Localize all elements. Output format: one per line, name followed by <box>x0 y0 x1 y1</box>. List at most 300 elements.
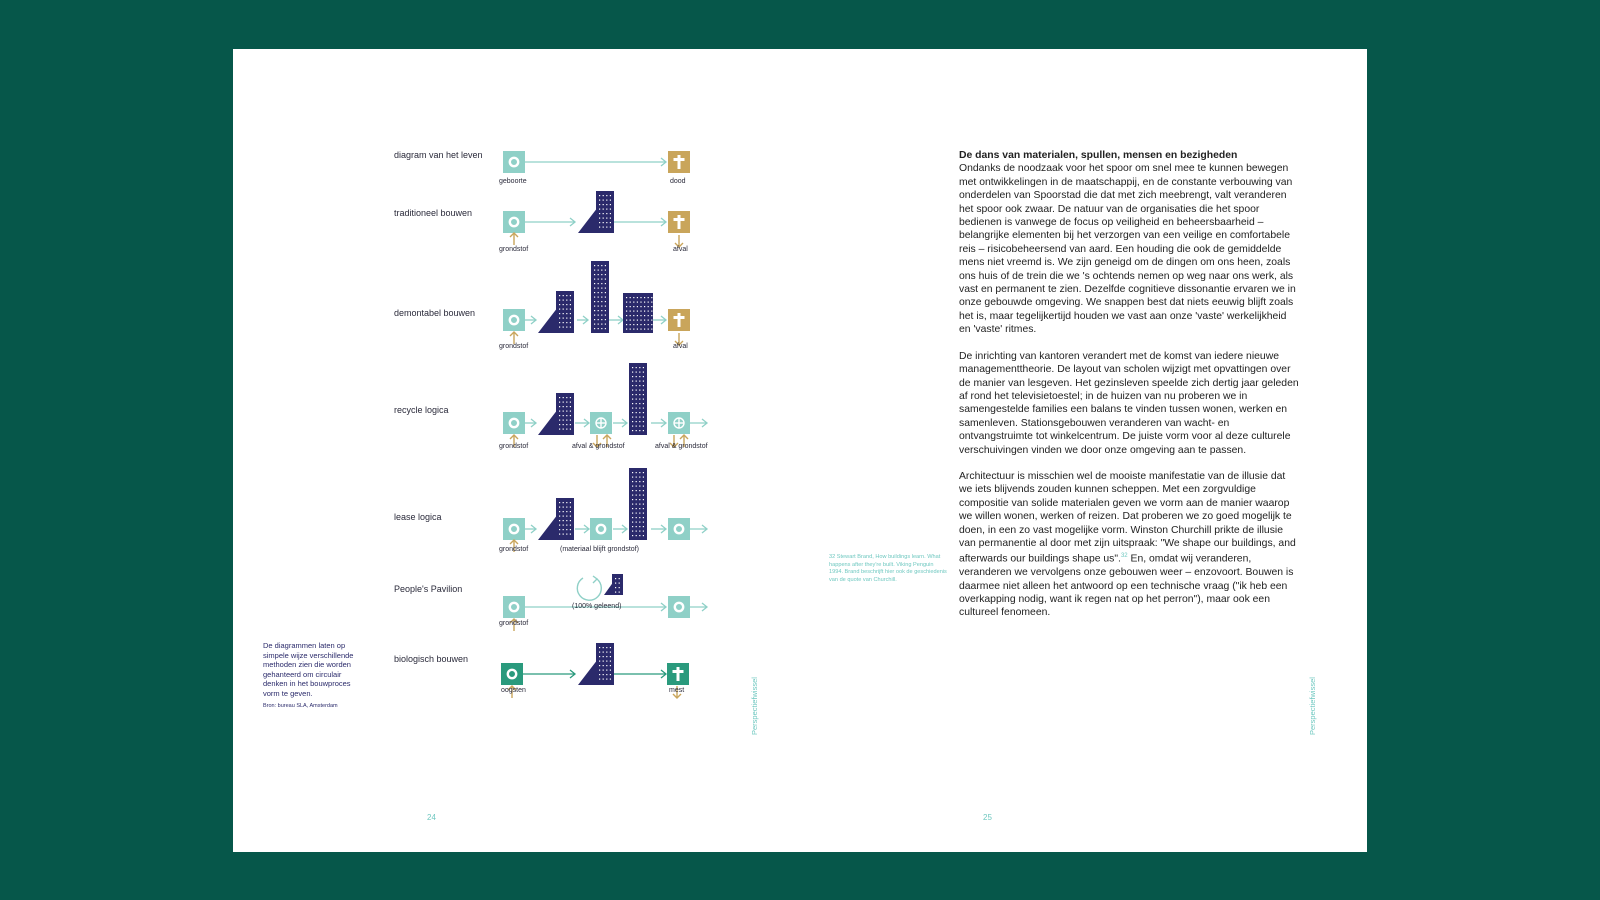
window-dot <box>637 306 638 307</box>
window-dot <box>648 311 649 312</box>
window-dot <box>570 313 571 314</box>
building-icon <box>623 293 653 333</box>
window-dot <box>636 399 637 400</box>
window-dot <box>598 328 599 329</box>
window-dot <box>636 472 637 473</box>
window-dot <box>639 399 640 400</box>
window-dot <box>570 300 571 301</box>
window-dot <box>563 406 564 407</box>
window-dot <box>643 513 644 514</box>
window-dot <box>636 372 637 373</box>
window-dot <box>566 429 567 430</box>
window-dot <box>610 647 611 648</box>
window-dot <box>639 412 640 413</box>
window-dot <box>632 517 633 518</box>
window-dot <box>566 295 567 296</box>
window-dot <box>563 300 564 301</box>
window-dot <box>632 390 633 391</box>
window-dot <box>563 304 564 305</box>
window-dot <box>626 306 627 307</box>
window-dot <box>636 390 637 391</box>
start-node-icon <box>590 518 612 540</box>
window-dot <box>633 329 634 330</box>
label-waste: afval <box>673 343 688 350</box>
cross-symbol <box>673 670 684 673</box>
window-dot <box>639 372 640 373</box>
window-dot <box>559 406 560 407</box>
window-dot <box>610 656 611 657</box>
window-dot <box>632 490 633 491</box>
window-dot <box>633 311 634 312</box>
window-dot <box>636 517 637 518</box>
window-dot <box>644 315 645 316</box>
paragraph-3 <box>959 470 1299 620</box>
window-dot <box>639 490 640 491</box>
window-dot <box>606 652 607 653</box>
window-dot <box>636 477 637 478</box>
window-dot <box>559 507 560 508</box>
window-dot <box>610 661 611 662</box>
window-dot <box>605 265 606 266</box>
window-dot <box>640 320 641 321</box>
window-dot <box>651 320 652 321</box>
cross-symbol <box>674 218 685 221</box>
figure-caption: De diagrammen laten op simpele wijze verschillende methoden zien die worden gehanteerd om circulair denken in het bouwproces vorm te geven. <box>263 641 354 698</box>
window-dot <box>563 529 564 530</box>
window-dot <box>651 306 652 307</box>
window-dot <box>619 578 620 579</box>
window-dot <box>570 420 571 421</box>
window-dot <box>606 227 607 228</box>
window-dot <box>639 381 640 382</box>
window-dot <box>643 385 644 386</box>
window-dot <box>639 367 640 368</box>
window-dot <box>639 481 640 482</box>
window-dot <box>615 583 616 584</box>
window-dot <box>639 376 640 377</box>
window-dot <box>605 310 606 311</box>
row-label-biological: biologisch bouwen <box>394 654 469 664</box>
window-dot <box>636 367 637 368</box>
window-dot <box>566 415 567 416</box>
window-dot <box>644 324 645 325</box>
window-dot <box>610 209 611 210</box>
window-dot <box>566 309 567 310</box>
window-dot <box>637 297 638 298</box>
window-dot <box>563 318 564 319</box>
window-dot <box>605 319 606 320</box>
window-dot <box>632 417 633 418</box>
window-dot <box>636 376 637 377</box>
window-dot <box>601 328 602 329</box>
window-dot <box>643 421 644 422</box>
window-dot <box>570 322 571 323</box>
window-dot <box>633 306 634 307</box>
window-dot <box>643 372 644 373</box>
sloped-building-icon <box>578 207 598 233</box>
label-raw-material: grondstof <box>499 246 529 253</box>
window-dot <box>651 311 652 312</box>
window-dot <box>639 385 640 386</box>
building-icon <box>629 468 647 540</box>
window-dot <box>643 430 644 431</box>
window-dot <box>570 415 571 416</box>
window-dot <box>639 417 640 418</box>
window-dot <box>639 535 640 536</box>
window-dot <box>601 288 602 289</box>
window-dot <box>606 661 607 662</box>
window-dot <box>570 516 571 517</box>
window-dot <box>566 534 567 535</box>
window-dot <box>603 656 604 657</box>
window-dot <box>566 424 567 425</box>
window-dot <box>594 324 595 325</box>
window-dot <box>639 426 640 427</box>
window-dot <box>599 661 600 662</box>
window-dot <box>566 516 567 517</box>
running-title-right: Perspectiefwissel <box>1308 677 1317 735</box>
window-dot <box>605 315 606 316</box>
cross-symbol <box>678 313 681 327</box>
paragraph-2: De inrichting van kantoren verandert met de komst van iedere nieuwe managementtheorie. De layout van scholen wijzigt met opvattingen over de manier van lesgeven. Het gezinsleven speelde zich dertig jaar geleden af rond het televisietoestel; in de huizen van nu proberen we in samengestelde families een balans te vinden tussen wonen, werken en samenleven. Stationsgebouwen veranderen van wacht- en ontvangstruimte tot winkelcentrum. De juiste vorm voor al deze culturele verschuivingen vinden we door onze omgeving aan te passen. <box>959 350 1299 456</box>
window-dot <box>559 402 560 403</box>
start-node-icon <box>503 211 525 233</box>
window-dot <box>651 324 652 325</box>
window-dot <box>632 513 633 514</box>
building-icon <box>629 363 647 435</box>
window-dot <box>643 517 644 518</box>
building-icon <box>556 498 574 540</box>
loop-arrow-icon <box>593 576 597 583</box>
window-dot <box>563 309 564 310</box>
window-dot <box>598 270 599 271</box>
window-dot <box>599 222 600 223</box>
window-dot <box>559 516 560 517</box>
window-dot <box>563 415 564 416</box>
window-dot <box>610 652 611 653</box>
window-dot <box>559 318 560 319</box>
window-dot <box>643 535 644 536</box>
window-dot <box>643 403 644 404</box>
label-waste: afval <box>673 246 688 253</box>
window-dot <box>601 270 602 271</box>
window-dot <box>594 315 595 316</box>
window-dot <box>610 670 611 671</box>
window-dot <box>594 279 595 280</box>
window-dot <box>598 324 599 325</box>
window-dot <box>563 502 564 503</box>
window-dot <box>626 302 627 303</box>
window-dot <box>598 319 599 320</box>
window-dot <box>603 665 604 666</box>
window-dot <box>636 486 637 487</box>
window-dot <box>640 324 641 325</box>
window-dot <box>598 274 599 275</box>
window-dot <box>639 390 640 391</box>
window-dot <box>559 411 560 412</box>
window-dot <box>632 385 633 386</box>
window-dot <box>566 402 567 403</box>
building-icon <box>556 393 574 435</box>
window-dot <box>632 526 633 527</box>
window-dot <box>630 306 631 307</box>
window-dot <box>563 525 564 526</box>
row-label-demountable: demontabel bouwen <box>394 308 476 318</box>
window-dot <box>643 367 644 368</box>
window-dot <box>639 513 640 514</box>
body-text <box>959 149 1299 633</box>
window-dot <box>644 329 645 330</box>
window-dot <box>563 327 564 328</box>
label-borrowed: (100% geleend) <box>572 603 622 610</box>
window-dot <box>599 679 600 680</box>
window-dot <box>563 322 564 323</box>
window-dot <box>566 327 567 328</box>
window-dot <box>632 408 633 409</box>
window-dot <box>559 520 560 521</box>
window-dot <box>644 320 645 321</box>
window-dot <box>643 376 644 377</box>
window-dot <box>610 665 611 666</box>
window-dot <box>594 265 595 266</box>
window-dot <box>570 502 571 503</box>
window-dot <box>639 531 640 532</box>
window-dot <box>605 270 606 271</box>
label-harvest: oogsten <box>501 687 526 694</box>
window-dot <box>639 495 640 496</box>
window-dot <box>648 302 649 303</box>
window-dot <box>566 420 567 421</box>
window-dot <box>626 324 627 325</box>
window-dot <box>559 502 560 503</box>
window-dot <box>632 495 633 496</box>
window-dot <box>566 507 567 508</box>
window-dot <box>643 408 644 409</box>
window-dot <box>559 525 560 526</box>
window-dot <box>598 292 599 293</box>
window-dot <box>648 324 649 325</box>
window-dot <box>570 534 571 535</box>
window-dot <box>603 674 604 675</box>
window-dot <box>559 327 560 328</box>
window-dot <box>566 411 567 412</box>
window-dot <box>632 394 633 395</box>
window-dot <box>636 403 637 404</box>
window-dot <box>640 329 641 330</box>
row-label-traditional: traditioneel bouwen <box>394 208 473 218</box>
window-dot <box>598 297 599 298</box>
window-dot <box>651 315 652 316</box>
window-dot <box>643 508 644 509</box>
window-dot <box>639 408 640 409</box>
window-dot <box>639 472 640 473</box>
window-dot <box>570 511 571 512</box>
window-dot <box>563 507 564 508</box>
window-dot <box>603 679 604 680</box>
window-dot <box>644 306 645 307</box>
window-dot <box>559 424 560 425</box>
window-dot <box>606 222 607 223</box>
start-node-icon <box>668 518 690 540</box>
window-dot <box>566 300 567 301</box>
window-dot <box>648 315 649 316</box>
window-dot <box>643 399 644 400</box>
page-number-right: 25 <box>983 813 992 822</box>
window-dot <box>632 412 633 413</box>
window-dot <box>639 477 640 478</box>
window-dot <box>615 592 616 593</box>
window-dot <box>643 426 644 427</box>
building-icon <box>596 643 614 685</box>
window-dot <box>559 429 560 430</box>
window-dot <box>603 652 604 653</box>
window-dot <box>632 403 633 404</box>
window-dot <box>639 499 640 500</box>
window-dot <box>605 283 606 284</box>
window-dot <box>559 304 560 305</box>
window-dot <box>648 320 649 321</box>
window-dot <box>605 301 606 302</box>
window-dot <box>637 320 638 321</box>
window-dot <box>640 306 641 307</box>
window-dot <box>599 213 600 214</box>
window-dot <box>605 328 606 329</box>
window-dot <box>632 426 633 427</box>
window-dot <box>566 529 567 530</box>
loop-arrow-icon <box>577 578 601 600</box>
sloped-building-icon <box>538 307 558 333</box>
window-dot <box>598 315 599 316</box>
window-dot <box>563 511 564 512</box>
window-dot <box>594 274 595 275</box>
start-node-icon <box>503 596 525 618</box>
window-dot <box>636 412 637 413</box>
label-raw-material: grondstof <box>499 343 529 350</box>
window-dot <box>603 204 604 205</box>
window-dot <box>601 297 602 298</box>
window-dot <box>639 508 640 509</box>
window-dot <box>640 315 641 316</box>
window-dot <box>639 403 640 404</box>
window-dot <box>632 399 633 400</box>
label-raw-material: grondstof <box>499 620 529 627</box>
paragraph-3-text: Architectuur is misschien wel de mooiste manifestatie van de illusie dat we iets blijvends zouden kunnen scheppen. Met een zorgvuldige compositie van solide materialen geven we vorm aan de manier waarop we willen wonen, werken of reizen. Dat proberen we zo goed mogelijk te doen, in een zo vast mogelijke vorm. Winston Churchill prikte de illusie van permanentie al door met zijn uitspraak: "We shape our buildings, and afterwards our buildings shape us". <box>959 470 1296 565</box>
window-dot <box>599 674 600 675</box>
start-node-icon <box>503 151 525 173</box>
window-dot <box>594 288 595 289</box>
label-death: dood <box>670 178 686 185</box>
window-dot <box>633 324 634 325</box>
label-waste-raw-material: afval & grondstof <box>655 443 708 450</box>
window-dot <box>601 265 602 266</box>
window-dot <box>603 670 604 671</box>
window-dot <box>619 587 620 588</box>
window-dot <box>643 381 644 382</box>
window-dot <box>636 430 637 431</box>
window-dot <box>601 292 602 293</box>
window-dot <box>632 421 633 422</box>
window-dot <box>599 200 600 201</box>
window-dot <box>563 534 564 535</box>
window-dot <box>563 424 564 425</box>
footnote: 32 Stewart Brand, How buildings learn. What happens after they're built. Viking Penguin 1994. Brand beschrijft hier ook de geschiedenis van de quote van Churchill. <box>829 554 947 583</box>
window-dot <box>632 486 633 487</box>
window-dot <box>643 412 644 413</box>
window-dot <box>643 481 644 482</box>
window-dot <box>636 499 637 500</box>
window-dot <box>570 327 571 328</box>
window-dot <box>594 283 595 284</box>
start-node-icon <box>668 596 690 618</box>
window-dot <box>603 647 604 648</box>
window-dot <box>639 517 640 518</box>
window-dot <box>563 520 564 521</box>
window-dot <box>570 411 571 412</box>
window-dot <box>570 309 571 310</box>
window-dot <box>606 647 607 648</box>
window-dot <box>601 310 602 311</box>
window-dot <box>563 516 564 517</box>
window-dot <box>648 329 649 330</box>
window-dot <box>603 195 604 196</box>
window-dot <box>598 301 599 302</box>
window-dot <box>606 200 607 201</box>
window-dot <box>643 522 644 523</box>
window-dot <box>570 507 571 508</box>
window-dot <box>632 367 633 368</box>
window-dot <box>570 304 571 305</box>
window-dot <box>598 310 599 311</box>
building-icon <box>556 291 574 333</box>
window-dot <box>610 679 611 680</box>
window-dot <box>636 417 637 418</box>
window-dot <box>570 318 571 319</box>
window-dot <box>570 406 571 407</box>
window-dot <box>639 421 640 422</box>
window-dot <box>640 311 641 312</box>
window-dot <box>640 297 641 298</box>
window-dot <box>632 535 633 536</box>
window-dot <box>651 302 652 303</box>
window-dot <box>610 204 611 205</box>
running-title-left: Perspectiefwissel <box>750 677 759 735</box>
window-dot <box>610 213 611 214</box>
window-dot <box>626 320 627 321</box>
window-dot <box>643 477 644 478</box>
window-dot <box>601 324 602 325</box>
window-dot <box>639 486 640 487</box>
window-dot <box>599 209 600 210</box>
section-heading: De dans van materialen, spullen, mensen en bezigheden <box>959 150 1238 161</box>
window-dot <box>606 195 607 196</box>
window-dot <box>563 429 564 430</box>
window-dot <box>599 652 600 653</box>
window-dot <box>637 329 638 330</box>
window-dot <box>632 376 633 377</box>
window-dot <box>606 213 607 214</box>
window-dot <box>619 592 620 593</box>
window-dot <box>630 320 631 321</box>
window-dot <box>559 534 560 535</box>
window-dot <box>632 372 633 373</box>
footnote-reference: 32 <box>1120 553 1128 560</box>
book-spread <box>233 49 1367 852</box>
window-dot <box>636 421 637 422</box>
window-dot <box>630 315 631 316</box>
start-node-icon <box>503 412 525 434</box>
window-dot <box>639 430 640 431</box>
window-dot <box>610 200 611 201</box>
